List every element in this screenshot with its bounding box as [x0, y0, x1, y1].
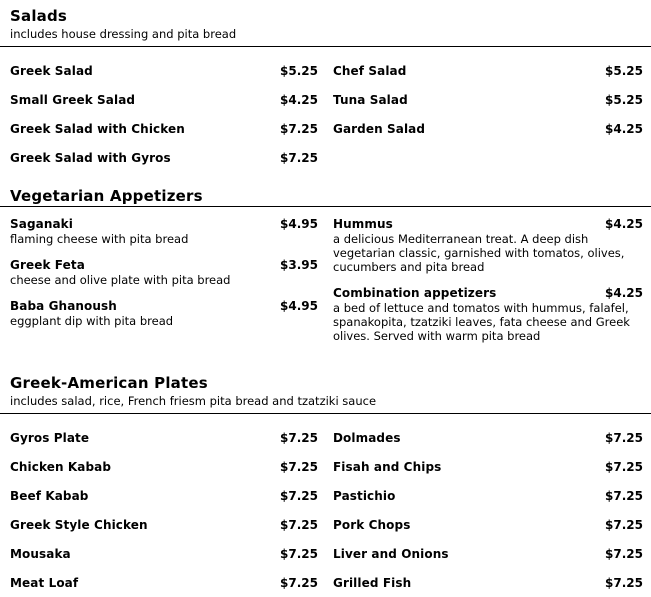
menu-section-vegetarian-appetizers	[0, 180, 651, 354]
menu-item-price: $4.25	[605, 217, 643, 231]
menu-item-name: Chicken Kabab	[10, 459, 112, 474]
menu-item-price: $7.25	[280, 150, 318, 165]
menu-item-price: $7.25	[280, 546, 318, 561]
menu-section-greek-american-plates	[0, 367, 651, 597]
menu-item[interactable]	[323, 285, 651, 343]
menu-item-price: $7.25	[605, 488, 643, 503]
section-header	[0, 180, 651, 206]
section-subtitle: includes salad, rice, French friesm pita bread and tzatziki sauce	[10, 394, 377, 408]
menu-item-price: $7.25	[280, 459, 318, 474]
menu-item-name: Saganaki	[10, 217, 73, 231]
menu-item-name: Baba Ghanoush	[10, 299, 117, 313]
menu-item-name: Pastichio	[333, 488, 396, 503]
menu-item-name: Greek Feta	[10, 258, 85, 272]
menu-item[interactable]	[0, 481, 323, 510]
menu-item-name: Greek Salad with Chicken	[10, 121, 185, 136]
section-items	[0, 414, 651, 597]
items-column-left	[0, 423, 323, 597]
menu-item-name: Greek Salad	[10, 63, 93, 78]
menu-item-price: $3.95	[280, 258, 318, 272]
menu-item-price: $7.25	[280, 575, 318, 590]
menu-item[interactable]	[0, 539, 323, 568]
section-items	[0, 47, 651, 172]
menu-item-name: Greek Salad with Gyros	[10, 150, 171, 165]
menu-item-price: $4.95	[280, 217, 318, 231]
section-spacer	[0, 354, 651, 367]
menu-item-price: $7.25	[605, 546, 643, 561]
menu-item[interactable]	[0, 568, 323, 597]
menu-item-price: $4.25	[605, 121, 643, 136]
section-items	[0, 207, 651, 354]
menu-item-description: a delicious Mediterranean treat. A deep dish vegetarian classic, garnished with tomatos, olives, cucumbers and pita bread	[333, 232, 625, 274]
menu-item-name: Fisah and Chips	[333, 459, 442, 474]
section-spacer	[0, 172, 651, 180]
menu-item[interactable]	[0, 216, 323, 246]
menu-item-name: Liver and Onions	[333, 546, 449, 561]
menu-item[interactable]	[0, 85, 323, 114]
menu-item-price: $7.25	[605, 575, 643, 590]
menu-item-price: $7.25	[605, 517, 643, 532]
menu-item[interactable]	[323, 423, 651, 452]
section-title: Vegetarian Appetizers	[10, 187, 203, 205]
menu-item[interactable]	[323, 568, 651, 597]
menu-item-name: Meat Loaf	[10, 575, 79, 590]
menu-item[interactable]	[323, 85, 651, 114]
items-column-right	[323, 423, 651, 597]
menu-item-price: $5.25	[605, 63, 643, 78]
menu-item-price: $4.25	[280, 92, 318, 107]
menu-item-price: $5.25	[605, 92, 643, 107]
menu-item-name: Gyros Plate	[10, 430, 90, 445]
menu-item-name: Pork Chops	[333, 517, 411, 532]
menu-item-name: Hummus	[333, 217, 393, 231]
menu-item-description: cheese and olive plate with pita bread	[10, 273, 231, 287]
menu-item[interactable]	[0, 423, 323, 452]
menu-item[interactable]	[323, 452, 651, 481]
menu-item[interactable]	[0, 56, 323, 85]
menu-item-name: Grilled Fish	[333, 575, 412, 590]
menu-item[interactable]	[0, 114, 323, 143]
menu-item[interactable]	[0, 143, 323, 172]
menu-item-description: flaming cheese with pita bread	[10, 232, 189, 246]
section-title: Salads	[10, 7, 68, 25]
menu-item-name: Combination appetizers	[333, 286, 497, 300]
menu-item[interactable]	[0, 298, 323, 328]
menu-item-name: Chef Salad	[333, 63, 407, 78]
section-header	[0, 0, 651, 46]
menu-item-price: $4.25	[605, 286, 643, 300]
items-column-right	[323, 216, 651, 354]
menu-item[interactable]	[0, 452, 323, 481]
menu-item-price: $7.25	[605, 459, 643, 474]
items-column-left	[0, 216, 323, 354]
menu-item-name: Dolmades	[333, 430, 401, 445]
menu-item-price: $7.25	[280, 430, 318, 445]
menu-item[interactable]	[323, 114, 651, 143]
menu-item-price: $5.25	[280, 63, 318, 78]
menu-item-name: Small Greek Salad	[10, 92, 136, 107]
menu-item-price: $7.25	[280, 517, 318, 532]
menu-item-name: Tuna Salad	[333, 92, 408, 107]
menu-item[interactable]	[323, 510, 651, 539]
section-title: Greek-American Plates	[10, 374, 208, 392]
items-column-left	[0, 56, 323, 172]
menu-item[interactable]	[0, 257, 323, 287]
menu-item-name: Mousaka	[10, 546, 71, 561]
menu-item-description: a bed of lettuce and tomatos with hummus, falafel, spanakopita, tzatziki leaves, fata cheese and Greek olives. Served with warm pita bread	[333, 301, 630, 343]
menu-item[interactable]	[323, 481, 651, 510]
menu-item[interactable]	[323, 539, 651, 568]
section-header	[0, 367, 651, 413]
menu-item-price: $7.25	[280, 488, 318, 503]
menu-item-name: Greek Style Chicken	[10, 517, 148, 532]
menu-item-price: $7.25	[280, 121, 318, 136]
menu-item-name: Garden Salad	[333, 121, 426, 136]
menu-item[interactable]	[0, 510, 323, 539]
menu-item-price: $7.25	[605, 430, 643, 445]
menu-section-salads	[0, 0, 651, 172]
section-subtitle: includes house dressing and pita bread	[10, 27, 237, 41]
menu-item-price: $4.95	[280, 299, 318, 313]
menu-item[interactable]	[323, 56, 651, 85]
items-column-right	[323, 56, 651, 172]
menu-item[interactable]	[323, 216, 651, 274]
menu-item-name: Beef Kabab	[10, 488, 89, 503]
menu-item-description: eggplant dip with pita bread	[10, 314, 174, 328]
